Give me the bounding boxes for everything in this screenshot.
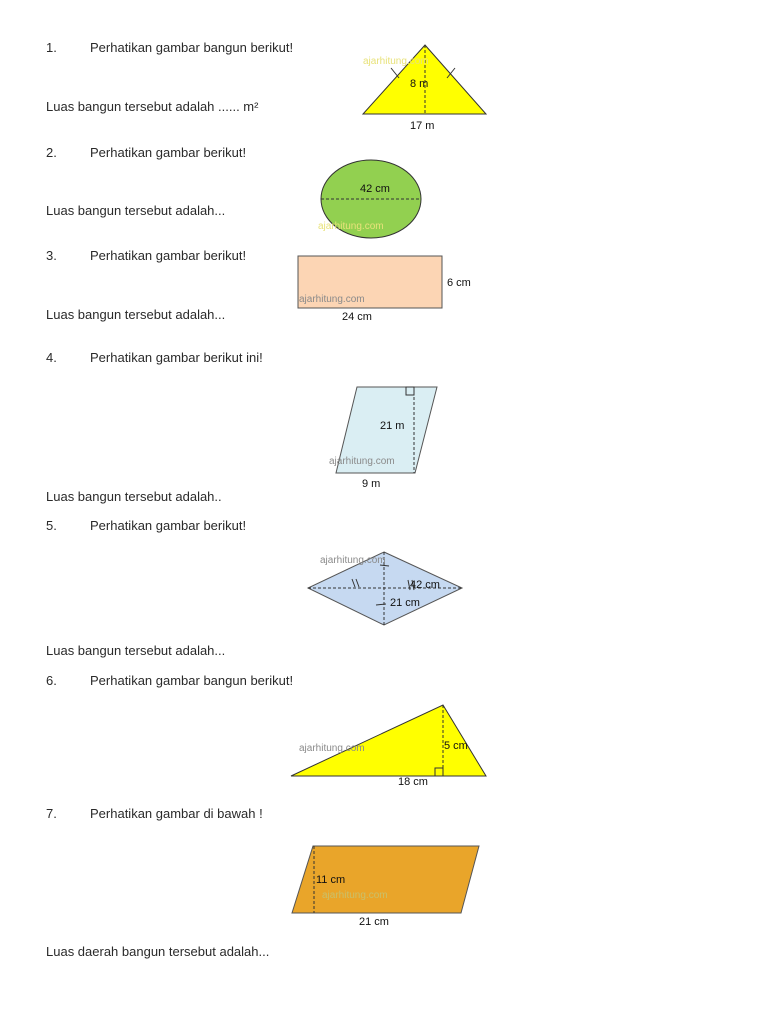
watermark: ajarhitung.com xyxy=(299,294,365,305)
question-3-number: 3. xyxy=(46,248,57,263)
question-2-number: 2. xyxy=(46,145,57,160)
base-label: 18 cm xyxy=(398,776,428,788)
question-6-prompt: Perhatikan gambar bangun berikut! xyxy=(90,673,294,688)
base-label: 17 m xyxy=(410,120,435,132)
long-diagonal-label: 42 cm xyxy=(410,579,440,591)
question-5-number: 5. xyxy=(46,518,57,533)
tick-mark-left xyxy=(391,68,399,78)
figure-triangle-isosceles xyxy=(355,40,495,136)
watermark: ajarhitung.com xyxy=(318,221,384,232)
question-3-prompt: Perhatikan gambar berikut! xyxy=(90,248,247,263)
question-2-prompt: Perhatikan gambar berikut! xyxy=(90,145,247,160)
figure-triangle-scalene xyxy=(285,700,495,792)
watermark: ajarhitung.com xyxy=(329,456,395,467)
question-6-number: 6. xyxy=(46,673,57,688)
question-3-answer-line: Luas bangun tersebut adalah... xyxy=(46,307,226,322)
height-label: 11 cm xyxy=(316,874,346,886)
figure-parallelogram-horizontal xyxy=(285,840,485,932)
question-7-prompt: Perhatikan gambar di bawah ! xyxy=(90,806,263,821)
short-diagonal-label: 21 cm xyxy=(390,597,420,609)
watermark: ajarhitung.com xyxy=(322,890,388,901)
question-2-answer-line: Luas bangun tersebut adalah... xyxy=(46,203,226,218)
figure-parallelogram-vertical xyxy=(325,380,445,492)
question-1-answer-line: Luas bangun tersebut adalah ...... m² xyxy=(46,99,259,114)
question-4-answer-line: Luas bangun tersebut adalah.. xyxy=(46,489,222,504)
height-label: 8 m xyxy=(410,78,429,90)
question-5-answer-line: Luas bangun tersebut adalah... xyxy=(46,643,226,658)
watermark: ajarhitung.com xyxy=(299,743,365,754)
base-label: 21 cm xyxy=(359,916,389,928)
base-label: 9 m xyxy=(362,478,381,490)
question-1-number: 1. xyxy=(46,40,57,55)
length-label: 24 cm xyxy=(342,311,372,323)
height-label: 5 cm xyxy=(444,740,468,752)
question-1-prompt: Perhatikan gambar bangun berikut! xyxy=(90,40,294,55)
question-7-answer-line: Luas daerah bangun tersebut adalah... xyxy=(46,944,270,959)
figure-circle xyxy=(315,158,430,240)
question-4-prompt: Perhatikan gambar berikut ini! xyxy=(90,350,263,365)
question-5-prompt: Perhatikan gambar berikut! xyxy=(90,518,247,533)
watermark: ajarhitung.com xyxy=(320,555,386,566)
watermark: ajarhitung.com xyxy=(363,56,429,67)
figure-rhombus xyxy=(300,546,470,630)
question-7-number: 7. xyxy=(46,806,57,821)
figure-rectangle xyxy=(292,251,482,325)
question-4-number: 4. xyxy=(46,350,57,365)
diameter-label: 42 cm xyxy=(360,183,390,195)
height-label: 21 m xyxy=(380,420,405,432)
width-label: 6 cm xyxy=(447,277,471,289)
